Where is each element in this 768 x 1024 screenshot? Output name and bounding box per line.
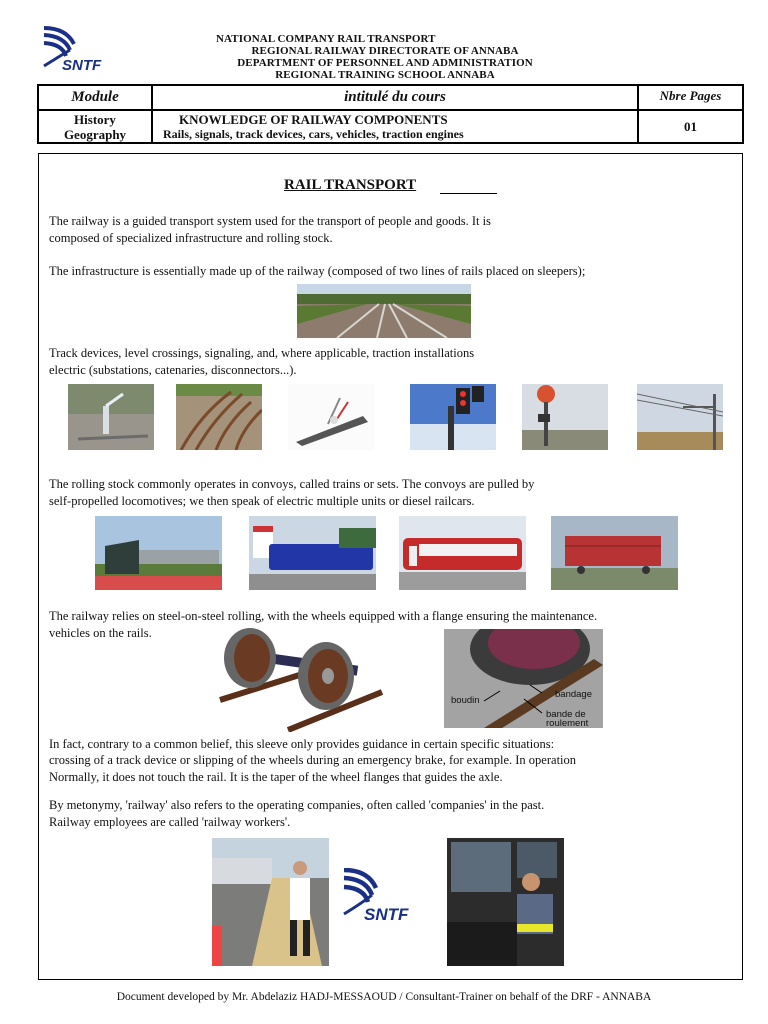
- wheelset-illustration: [208, 626, 384, 732]
- freight-wagon-photo: [551, 516, 678, 590]
- label-roulement: roulement: [546, 718, 589, 728]
- paragraph-7-line-1: By metonymy, 'railway' also refers to the operating companies, often called 'companies' in the past.: [49, 798, 545, 812]
- blue-locomotive-photo: [249, 516, 376, 590]
- logo-text: SNTF: [62, 57, 102, 74]
- paragraph-7-line-2: Railway employees are called 'railway workers'.: [49, 815, 291, 829]
- page-title: RAIL TRANSPORT: [284, 177, 417, 193]
- header-line-3: DEPARTMENT OF PERSONNEL AND ADMINISTRATION: [237, 57, 533, 69]
- paragraph-5-line-2: vehicles on the rails.: [49, 626, 152, 640]
- document-footer: Document developed by Mr. Abdelaziz HADJ-MESSAOUD / Consultant-Trainer on behalf of the DRF - ANNABA: [116, 991, 652, 1003]
- catenary-photo: [637, 384, 723, 450]
- level-crossing-barrier-photo: [288, 384, 374, 450]
- paragraph-1-line-1: The railway is a guided transport system used for the transport of people and goods. It is: [49, 214, 491, 228]
- switch-rails-photo: [176, 384, 262, 450]
- title-underline: [440, 193, 497, 194]
- paragraph-5-line-1: The railway relies on steel-on-steel rolling, with the wheels equipped with a flange ensuring the maintenance.: [49, 609, 598, 623]
- wheel-on-rail-diagram: [444, 629, 603, 728]
- module-cell: [38, 110, 152, 143]
- railway-signal-photo: [410, 384, 496, 450]
- course-title-header: intitulé du cours: [152, 85, 638, 110]
- header-line-4: REGIONAL TRAINING SCHOOL ANNABA: [275, 69, 495, 81]
- paragraph-2: The infrastructure is essentially made up of the railway (composed of two lines of rails placed on sleepers);: [49, 264, 586, 278]
- pages-value: 01: [638, 110, 743, 143]
- train-driver-cab-photo: [447, 838, 564, 966]
- sntf-logo: [40, 26, 130, 76]
- passenger-car-photo: [399, 516, 526, 590]
- module-line-2: Geography: [63, 126, 127, 142]
- track-device-photo: [68, 384, 154, 450]
- railway-track-photo: [297, 284, 471, 338]
- course-title: KNOWLEDGE OF RAILWAY COMPONENTS: [179, 111, 448, 127]
- paragraph-3-line-1: Track devices, level crossings, signaling, and, where applicable, traction installations: [49, 346, 475, 360]
- sntf-logo-bottom: [340, 868, 436, 926]
- pages-header: Nbre Pages: [638, 85, 743, 110]
- label-boudin: boudin: [451, 695, 480, 706]
- module-table: [37, 84, 744, 144]
- diesel-train-photo: [95, 516, 222, 590]
- label-bande-de: bande de: [546, 709, 586, 720]
- paragraph-6-line-1: In fact, contrary to a common belief, this sleeve only provides guidance in certain specific situations:: [49, 737, 555, 751]
- course-subtitle: Rails, signals, track devices, cars, vehicles, traction engines: [163, 126, 464, 141]
- label-bandage: bandage: [555, 689, 592, 700]
- paragraph-1-line-2: composed of specialized infrastructure and rolling stock.: [49, 231, 333, 245]
- logo-text-bottom: SNTF: [364, 905, 409, 924]
- paragraph-4-line-2: self-propelled locomotives; we then speak of electric multiple units or diesel railcars.: [49, 494, 475, 508]
- paragraph-3-line-2: electric (substations, catenaries, disconnectors...).: [49, 363, 297, 377]
- course-cell: [152, 110, 638, 143]
- sntf-logo-mark-bottom: [340, 868, 436, 926]
- sntf-logo-mark: [40, 26, 130, 76]
- module-line-1: History: [74, 111, 116, 127]
- paragraph-6-line-3: Normally, it does not touch the rail. It is the taper of the wheel flanges that guides the axle.: [49, 770, 503, 784]
- paragraph-6-line-2: crossing of a track device or slipping of the wheels during an emergency brake, for example. In operation: [49, 753, 577, 767]
- header-line-2: REGIONAL RAILWAY DIRECTORATE OF ANNABA: [251, 45, 519, 57]
- module-header: Module: [38, 85, 152, 110]
- disc-signal-photo: [522, 384, 608, 450]
- railway-worker-platform-photo: [212, 838, 329, 966]
- header-line-1: NATIONAL COMPANY RAIL TRANSPORT: [216, 33, 436, 45]
- paragraph-4-line-1: The rolling stock commonly operates in convoys, called trains or sets. The convoys are pulled by: [49, 477, 535, 491]
